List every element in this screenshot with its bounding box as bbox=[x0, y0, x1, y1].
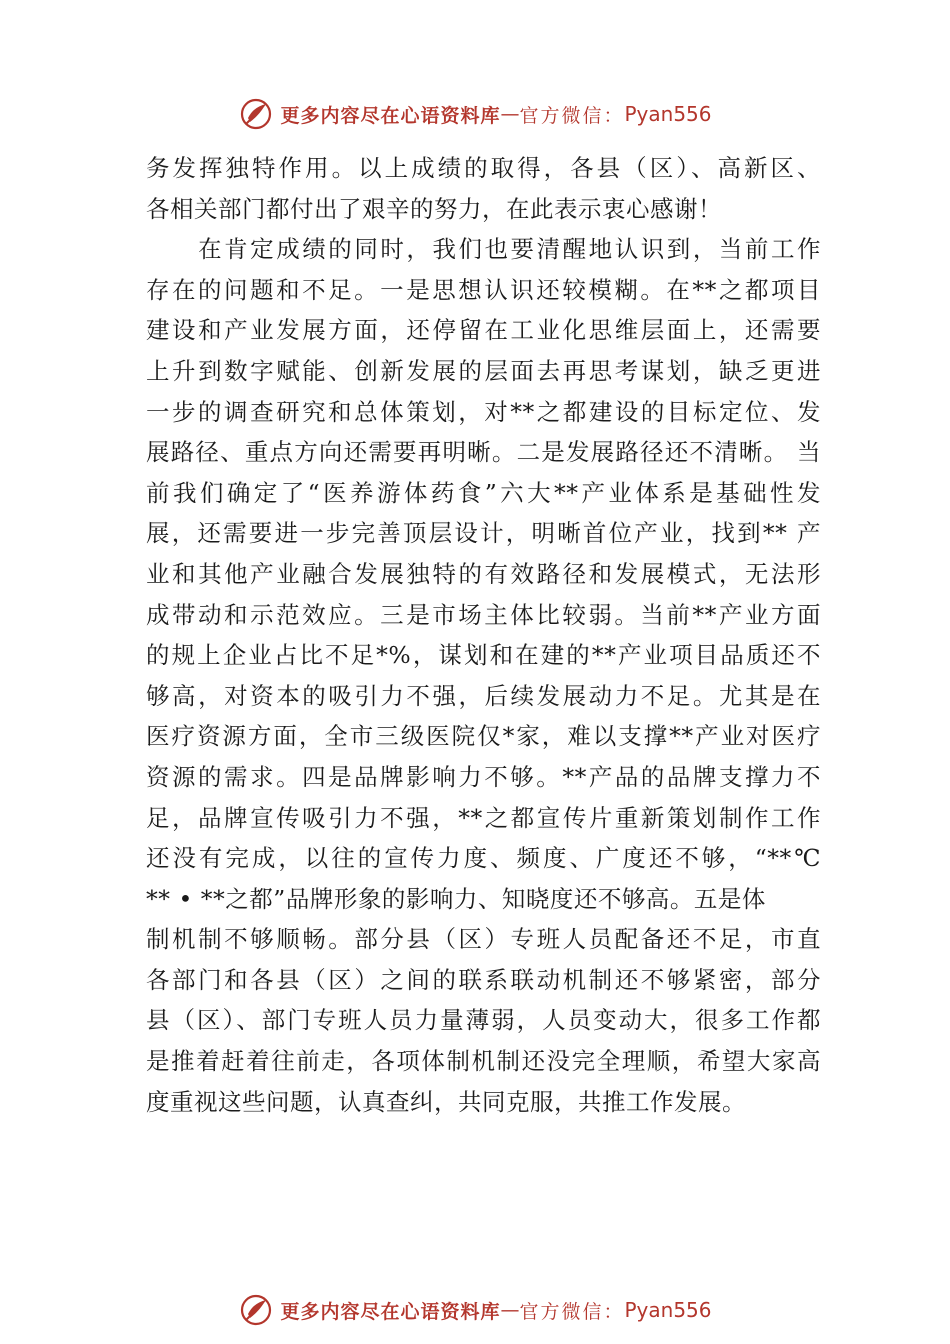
banner-wechat-id: Pyan556 bbox=[624, 102, 712, 126]
banner-wechat-id: Pyan556 bbox=[624, 1298, 712, 1322]
brand-logo-icon bbox=[238, 96, 274, 132]
brand-logo-icon bbox=[238, 1292, 274, 1328]
text-line: 建设和产业发展方面，还停留在工业化思维层面上，还需要 bbox=[146, 316, 821, 345]
text-line: 一步的调查研究和总体策划，对**之都建设的目标定位、发 bbox=[146, 397, 821, 426]
header-banner bbox=[0, 94, 950, 134]
text-line: 还没有完成，以往的宣传力度、频度、广度还不够，“**℃ bbox=[146, 844, 821, 873]
text-line: 够高，对资本的吸引力不强，后续发展动力不足。尤其是在 bbox=[146, 681, 821, 710]
text-line: 成带动和示范效应。三是市场主体比较弱。当前**产业方面 bbox=[146, 600, 821, 629]
text-line: 在肯定成绩的同时，我们也要清醒地认识到，当前工作 bbox=[146, 235, 821, 264]
banner-separator: — bbox=[500, 1299, 520, 1321]
text-line: 业和其他产业融合发展独特的有效路径和发展模式，无法形 bbox=[146, 559, 821, 588]
banner-brand-text: 更多内容尽在心语资料库 bbox=[280, 1300, 501, 1323]
banner-brand-text: 更多内容尽在心语资料库 bbox=[280, 104, 501, 127]
text-line: 前我们确定了“医养游体药食”六大**产业体系是基础性发 bbox=[146, 478, 821, 507]
banner-wechat-label: 官方微信： bbox=[519, 1300, 625, 1323]
text-line: 县（区）、部门专班人员力量薄弱，人员变动大，很多工作都 bbox=[146, 1006, 821, 1035]
text-line: 各部门和各县（区）之间的联系联动机制还不够紧密，部分 bbox=[146, 965, 821, 994]
document-body bbox=[146, 148, 821, 1122]
text-line: 各相关部门都付出了艰辛的努力，在此表示衷心感谢！ bbox=[146, 194, 722, 223]
banner-wechat-label: 官方微信： bbox=[519, 104, 625, 127]
text-line: ** • **之都”品牌形象的影响力、知晓度还不够高。五是体 bbox=[146, 884, 766, 913]
text-line: 制机制不够顺畅。部分县（区）专班人员配备还不足，市直 bbox=[146, 925, 821, 954]
text-line: 足，品牌宣传吸引力不强，**之都宣传片重新策划制作工作 bbox=[146, 803, 821, 832]
text-line: 务发挥独特作用。以上成绩的取得，各县（区）、高新区、 bbox=[146, 154, 821, 182]
text-line: 存在的问题和不足。一是思想认识还较模糊。在**之都项目 bbox=[146, 275, 821, 304]
text-line: 资源的需求。四是品牌影响力不够。**产品的品牌支撑力不 bbox=[146, 762, 821, 791]
text-line: 上升到数字赋能、创新发展的层面去再思考谋划，缺乏更进 bbox=[146, 356, 821, 385]
text-line: 度重视这些问题，认真查纠，共同克服，共推工作发展。 bbox=[146, 1087, 746, 1116]
text-line: 展路径、重点方向还需要再明晰。二是发展路径还不清晰。 当 bbox=[146, 438, 821, 467]
text-line: 展，还需要进一步完善顶层设计，明晰首位产业，找到** 产 bbox=[146, 519, 821, 548]
text-line: 医疗资源方面，全市三级医院仅*家，难以支撑**产业对医疗 bbox=[146, 722, 821, 751]
footer-banner bbox=[0, 1290, 950, 1330]
banner-separator: — bbox=[500, 103, 520, 125]
text-line: 的规上企业占比不足*%，谋划和在建的**产业项目品质还不 bbox=[146, 641, 821, 670]
text-line: 是推着赶着往前走，各项体制机制还没完全理顺，希望大家高 bbox=[146, 1047, 821, 1076]
